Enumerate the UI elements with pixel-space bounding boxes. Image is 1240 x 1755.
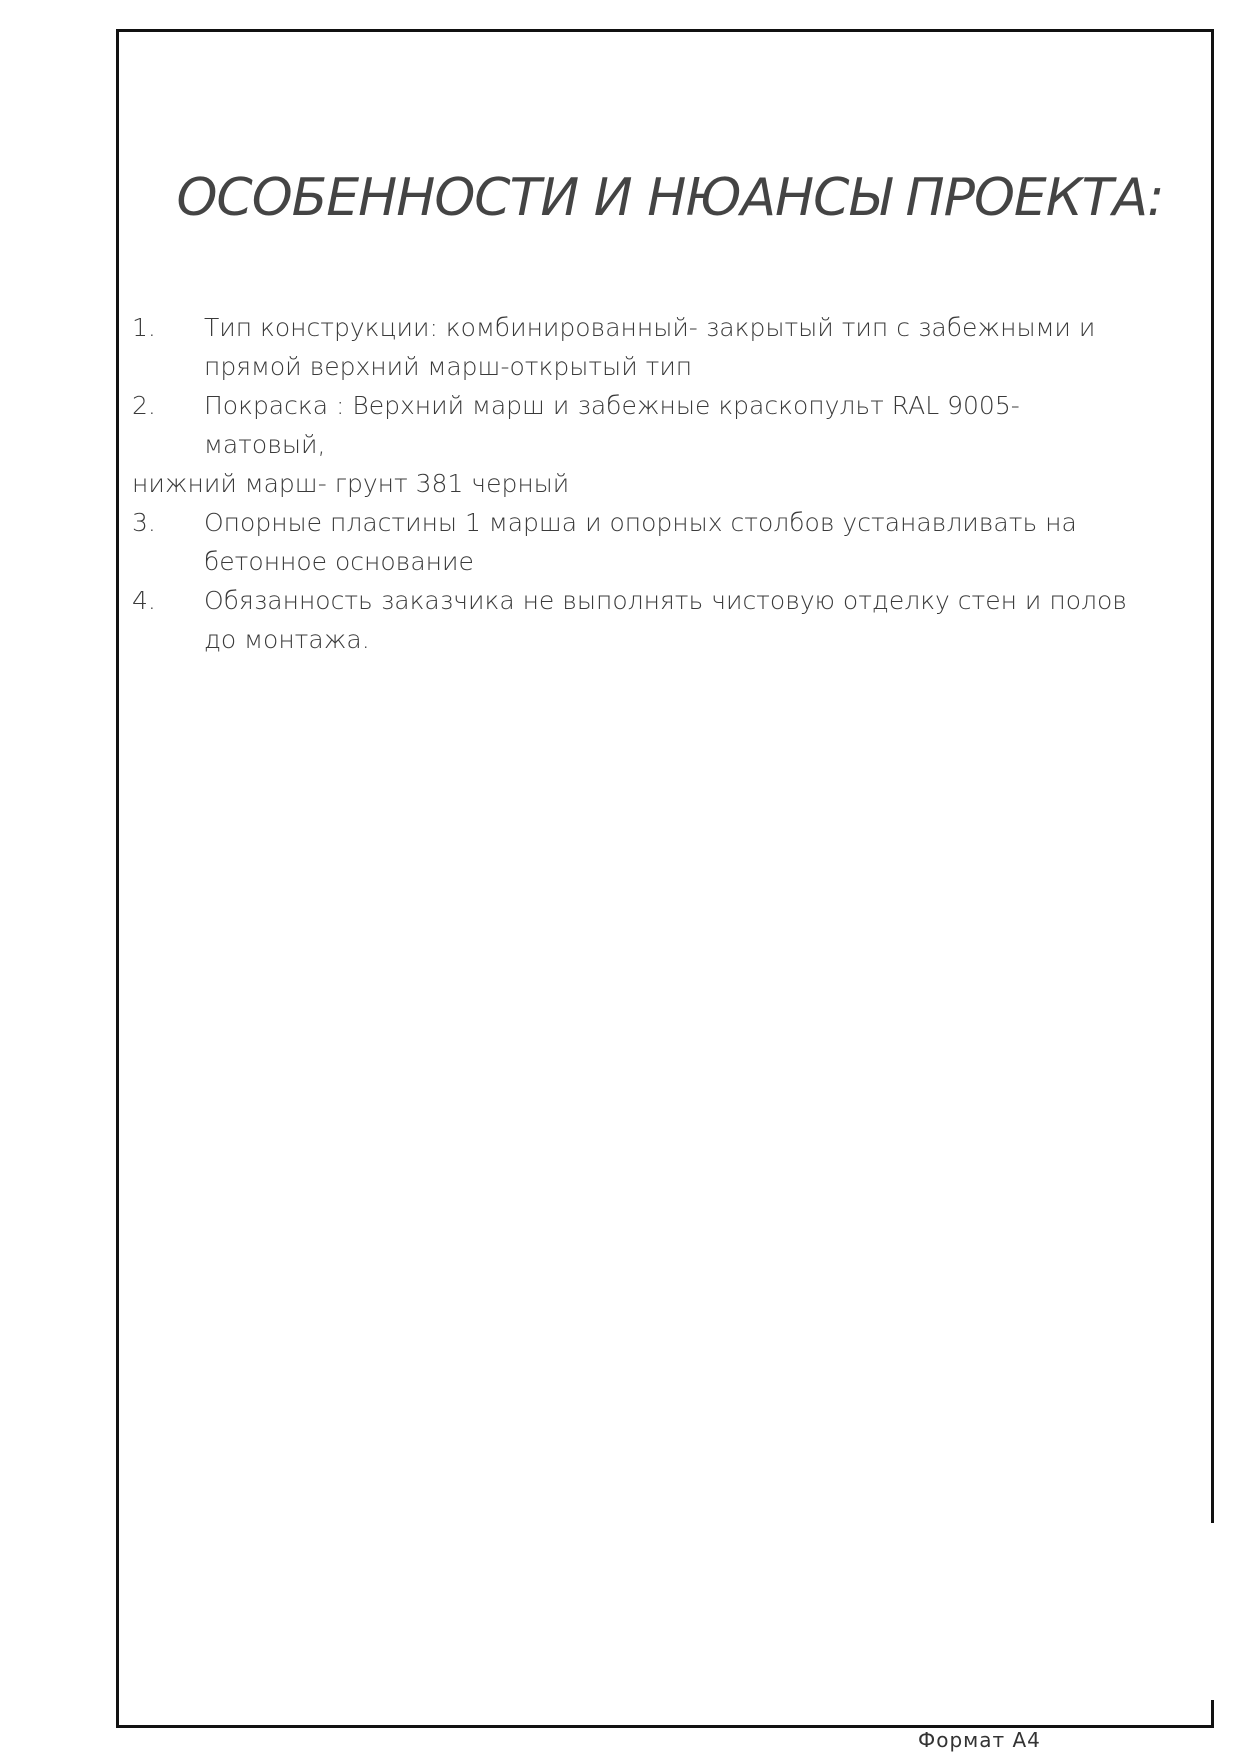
note-number: 3. [132, 508, 156, 537]
note-number: 4. [132, 586, 156, 615]
note-item-2 [132, 386, 1132, 503]
frame-right-border-lower [1211, 1700, 1214, 1728]
note-continuation: нижний марш- грунт 381 черный [132, 469, 570, 498]
note-text: Тип конструкции: комбинированный- закрытый тип с забежными и прямой верхний марш-открытый тип [204, 313, 1096, 381]
page-title: ОСОБЕННОСТИ И НЮАНСЫ ПРОЕКТА: [176, 168, 1164, 228]
note-text: Обязанность заказчика не выполнять чистовую отделку стен и полов до монтажа. [204, 586, 1127, 654]
note-item-4 [132, 581, 1132, 659]
note-text: Покраска : Верхний марш и забежные краскопульт RAL 9005-матовый, [204, 391, 1020, 459]
frame-top-border [116, 29, 1214, 32]
note-item-1 [132, 308, 1132, 386]
frame-bottom-border [116, 1725, 1214, 1728]
notes-list [132, 308, 1132, 659]
note-number: 2. [132, 391, 156, 420]
format-label: Формат А4 [918, 1728, 1041, 1752]
note-item-3 [132, 503, 1132, 581]
note-number: 1. [132, 313, 156, 342]
frame-left-border [116, 29, 119, 1728]
frame-right-border-upper [1211, 29, 1214, 1523]
note-text: Опорные пластины 1 марша и опорных столбов устанавливать на бетонное основание [204, 508, 1077, 576]
